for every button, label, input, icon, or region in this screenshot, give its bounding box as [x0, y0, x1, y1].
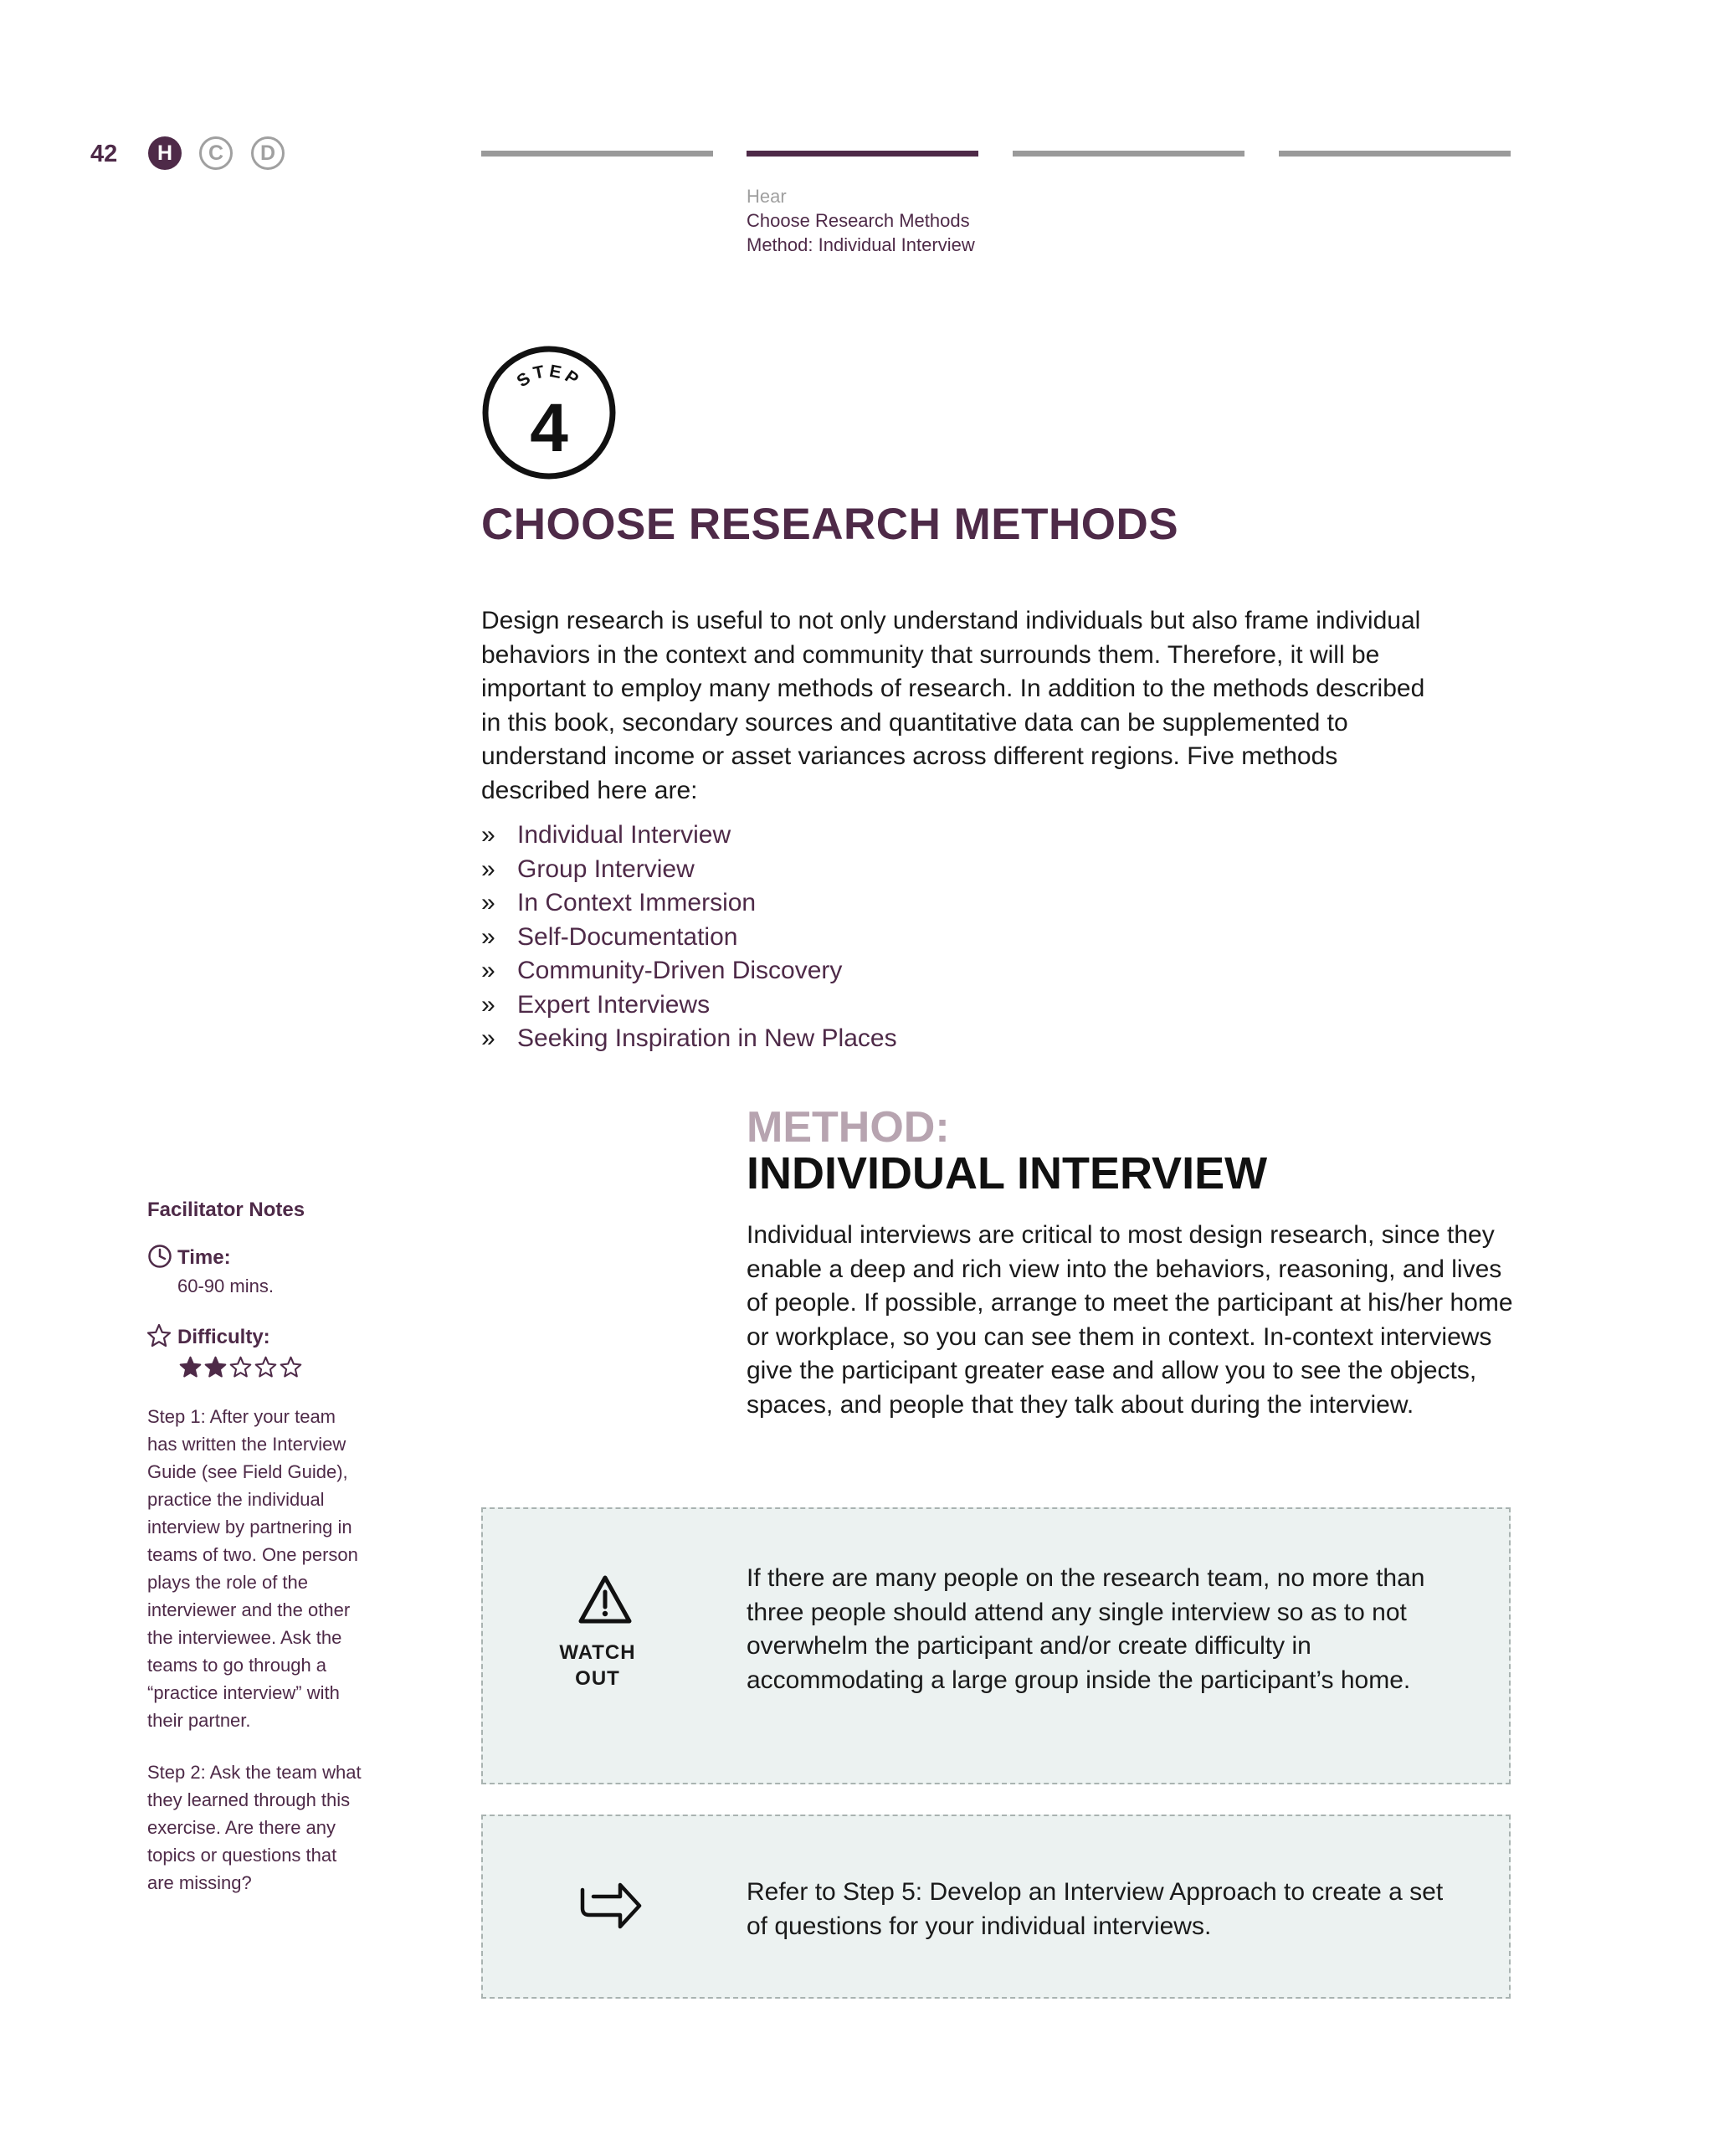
bullet: » [481, 957, 495, 984]
intro-paragraph: Design research is useful to not only understand individuals but also frame individual behaviors in the context and community that surrounds them. Therefore, it will be important to employ many methods of research. In addition to the methods described in this book, secondary sources and quantitative data can be supplemented to understand income or asset variances across different regions. Five methods described here are: [481, 607, 1425, 804]
arrow-right-icon [580, 1881, 642, 1930]
method-link[interactable]: In Context Immersion [517, 889, 757, 916]
hcd-indicator-c: C [199, 136, 233, 170]
list-item [481, 1022, 897, 1056]
method-body: Individual interviews are critical to most design research, since they enable a deep and rich view into the behaviors, reasoning, and lives of people. If possible, arrange to meet the participant at his/her home or workplace, so you can see them in context. In-context interviews give the participant greater ease and allow you to see the objects, spaces, and people that they talk about during the interview. [747, 1221, 1513, 1419]
list-item [481, 886, 897, 921]
breadcrumb-page: Method: Individual Interview [747, 234, 975, 255]
refer-text: Refer to Step 5: Develop an Interview Approach to create a set of questions for your individual interviews. [747, 1878, 1444, 1940]
list-item [481, 819, 897, 853]
warning-triangle-icon [577, 1573, 634, 1625]
list-item [481, 921, 897, 955]
bullet: » [481, 889, 495, 916]
bullet: » [481, 1024, 495, 1052]
bullet: » [481, 922, 495, 951]
watch-out-text: If there are many people on the research team, no more than three people should attend any single interview so as to not overwhelm the participant and/or create difficulty in accommodating a large group inside the participant’s home. [747, 1564, 1425, 1694]
bullet: » [481, 855, 495, 883]
breadcrumb-section: Hear [747, 186, 787, 207]
difficulty-rating [179, 1356, 302, 1378]
list-item [481, 853, 897, 887]
facilitator-step-1: Step 1: After your team has written the Interview Guide (see Field Guide), practice the individual interview by partnering in teams of two. One person plays the role of the interviewer and the other the interviewee. Ask the teams to go through a “practice interview” with their partner. [147, 1406, 358, 1731]
star-empty-icon [254, 1356, 277, 1378]
star-empty-icon [280, 1356, 302, 1378]
clock-icon [147, 1244, 172, 1269]
breadcrumb [747, 184, 975, 257]
method-link[interactable]: Seeking Inspiration in New Places [517, 1024, 897, 1052]
bullet: » [481, 990, 495, 1019]
watch-out-label-line2: OUT [575, 1667, 620, 1690]
refer-callout [481, 1815, 1511, 1999]
star-empty-icon [229, 1356, 252, 1378]
facilitator-steps [147, 1403, 365, 1921]
difficulty-label: Difficulty: [177, 1326, 270, 1348]
watch-out-callout [481, 1507, 1511, 1784]
watch-out-label [543, 1640, 652, 1691]
method-title: INDIVIDUAL INTERVIEW [747, 1148, 1268, 1199]
method-link[interactable]: Expert Interviews [517, 990, 711, 1019]
star-filled-icon [179, 1356, 202, 1378]
method-link[interactable]: Self-Documentation [517, 922, 738, 951]
star-filled-icon [204, 1356, 227, 1378]
step-badge-icon [481, 345, 617, 480]
star-outline-icon [146, 1323, 172, 1348]
page-number: 42 [90, 141, 118, 167]
progress-segment-4 [1279, 151, 1511, 157]
bullet: » [481, 821, 495, 849]
breadcrumb-chapter: Choose Research Methods [747, 210, 970, 231]
list-item [481, 988, 897, 1023]
page-title: CHOOSE RESEARCH METHODS [481, 500, 1179, 549]
progress-segment-3 [1013, 151, 1244, 157]
method-link[interactable]: Individual Interview [517, 821, 731, 849]
watch-out-label-line1: WATCH [559, 1641, 636, 1664]
step-number: 4 [530, 390, 568, 466]
list-item [481, 954, 897, 988]
step-word: STEP [513, 361, 585, 392]
method-link[interactable]: Group Interview [517, 855, 695, 883]
method-kicker: METHOD: [747, 1103, 950, 1152]
method-list [481, 819, 897, 1056]
progress-segment-1 [481, 151, 713, 157]
method-link[interactable]: Community-Driven Discovery [517, 957, 843, 984]
hcd-indicator-d: D [251, 136, 285, 170]
time-value: 60-90 mins. [177, 1276, 274, 1296]
hcd-indicator-h: H [148, 136, 182, 170]
progress-segment-2-active [747, 151, 978, 157]
facilitator-step-2: Step 2: Ask the team what they learned through this exercise. Are there any topics or questions that are missing? [147, 1762, 362, 1893]
facilitator-heading: Facilitator Notes [147, 1199, 305, 1221]
time-label: Time: [177, 1246, 231, 1269]
